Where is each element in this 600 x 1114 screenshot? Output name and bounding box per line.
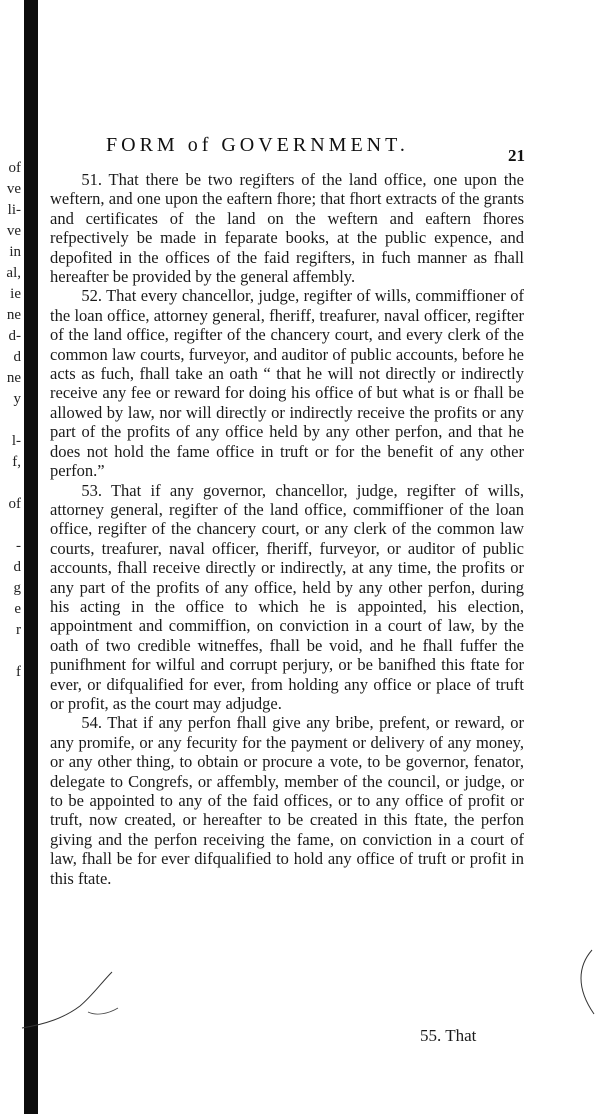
pen-mark-right-margin xyxy=(574,948,598,1018)
margin-fragment: f, xyxy=(12,454,21,470)
margin-fragment: l- xyxy=(11,433,21,449)
margin-fragment: ve xyxy=(6,181,21,197)
margin-fragment xyxy=(0,515,24,536)
article-54: 54. That if any perfon fhall give any bribe, prefent, or reward, or any promife, or any fecurity for the payment or delivery of any money, or any other thing, to obtain or procure a vote, to be governor, fenator, delegate to Congrefs, or affembly, member of the council, or judge, or to be appointed to any of the faid offices, or to any office of profit or truft, now created, or hereafter to be created in this ftate, the perfon giving and the perfon receiving the fame, on conviction in a court of law, fhall be for ever difqualified to hold any office of truft or profit in this ftate. xyxy=(50,713,524,888)
margin-fragment: ve xyxy=(6,223,21,239)
pen-mark-bottom-left xyxy=(18,968,148,1038)
margin-fragment: d xyxy=(13,349,21,365)
body-text xyxy=(50,170,524,888)
margin-fragment: of xyxy=(8,496,21,512)
margin-fragment xyxy=(0,473,24,494)
catchword: 55. That xyxy=(420,1026,477,1045)
previous-page-margin xyxy=(0,158,24,683)
page-title: FORM of GOVERNMENT. xyxy=(106,134,409,156)
margin-fragment: ne xyxy=(6,370,21,386)
binding-gutter xyxy=(24,0,38,1114)
margin-fragment: ne xyxy=(6,307,21,323)
margin-fragment: d- xyxy=(8,328,21,344)
margin-fragment: r xyxy=(16,622,21,638)
margin-fragment: of xyxy=(8,160,21,176)
margin-fragment xyxy=(0,410,24,431)
margin-fragment: al, xyxy=(6,265,21,281)
running-head xyxy=(60,128,600,168)
margin-fragment: in xyxy=(9,244,21,260)
margin-fragment: e xyxy=(14,601,21,617)
margin-fragment xyxy=(0,641,24,662)
margin-fragment: ie xyxy=(10,286,21,302)
article-53: 53. That if any governor, chancellor, judge, regifter of wills, attorney general, regifter of the land office, commiffioner of the loan office, regifter of the chancery court, or any clerk of the common law courts, treafurer, naval officer, fheriff, furveyor, or auditor of public accounts, fhall receive directly or indirectly, at any time, the profits or any part of the profits of any office, held by any other perfon, during his acting in the office to which he is appointed, his election, appointment and commiffion, on conviction in a court of law, by the oath of two credible witneffes, fhall be void, and he fhall fuffer the punifhment for wilful and corrupt perjury, or be banifhed this ftate for ever, or difqualified for ever, from holding any office or place of truft or profit, as the court may adjudge. xyxy=(50,480,524,713)
page-number: 21 xyxy=(508,146,525,165)
article-52: 52. That every chancellor, judge, regifter of wills, commiffioner of the loan office, attorney general, fheriff, treafurer, naval officer, regifter of the land office, regifter of the chancery court, and every clerk of the common law courts, furveyor, and auditor of public accounts, before he acts as fuch, fhall take an oath “ that he will not directly or indirectly receive any fee or reward for doing his office of but what is or fhall be allowed by law, nor will directly or indirectly receive the profits or any part of the profits of any office held by any other perfon, and that he does not hold the fame office in truft or for the benefit of any other perfon.” xyxy=(50,286,524,481)
margin-fragment: - xyxy=(16,538,21,554)
article-51: 51. That there be two regifters of the land office, one upon the weftern, and one upon the eaftern fhore; that fhort extracts of the grants and certificates of the land on the weftern and eaftern fhores refpectively be made in feparate books, at the public expence, and depofited in the offices of the faid regifters, in fuch manner as fhall hereafter be provided by the general affembly. xyxy=(50,170,524,287)
margin-fragment: d xyxy=(13,559,21,575)
margin-fragment: y xyxy=(13,391,21,407)
margin-fragment: g xyxy=(13,580,21,596)
margin-fragment: li- xyxy=(7,202,21,218)
margin-fragment: f xyxy=(16,664,21,680)
